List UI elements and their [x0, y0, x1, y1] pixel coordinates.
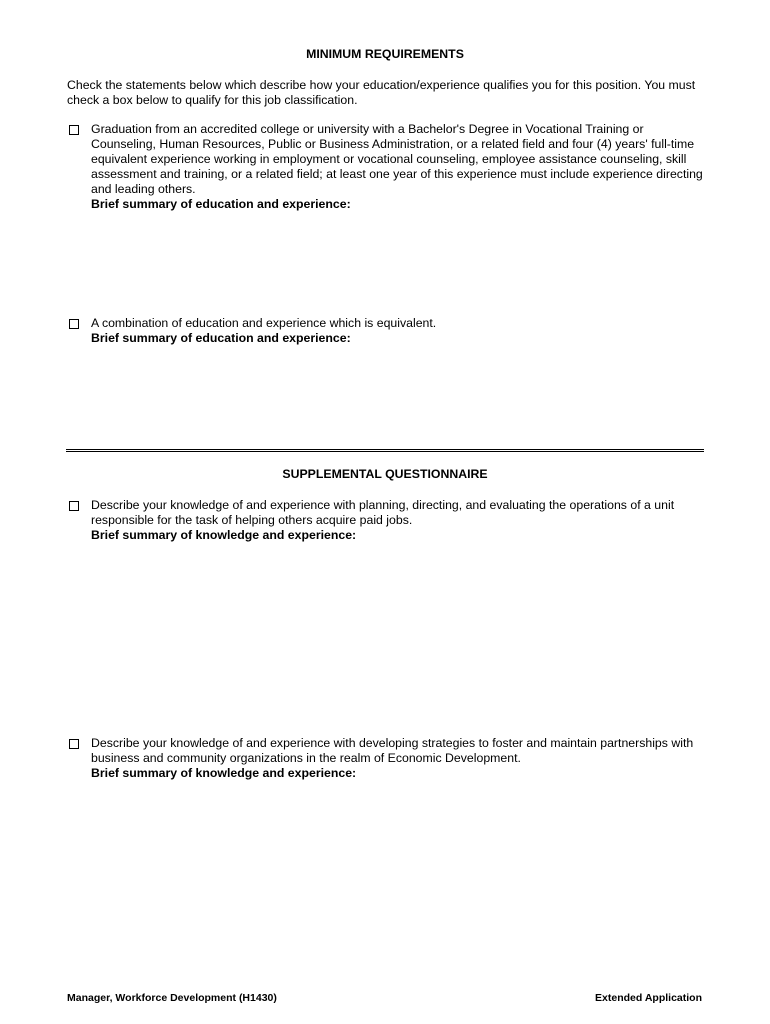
- requirement-option-degree: [67, 122, 707, 212]
- requirement-degree-checkbox[interactable]: [69, 125, 79, 135]
- minimum-requirements-heading: MINIMUM REQUIREMENTS: [306, 47, 464, 61]
- questionnaire-partnerships-checkbox[interactable]: [69, 739, 79, 749]
- requirement-degree-summary-field[interactable]: [90, 212, 704, 312]
- questionnaire-planning-summary-field[interactable]: [90, 544, 704, 730]
- questionnaire-item-planning: [67, 498, 707, 543]
- questionnaire-planning-summary-label: Brief summary of knowledge and experience:: [91, 528, 357, 542]
- requirement-equivalent-summary-field[interactable]: [90, 346, 704, 442]
- questionnaire-partnerships-summary-field[interactable]: [90, 782, 704, 978]
- questionnaire-planning-text: Describe your knowledge of and experience with planning, directing, and evaluating the operations of a unit responsible for the task of helping others acquire paid jobs.: [91, 498, 675, 527]
- questionnaire-item-partnerships: [67, 736, 707, 781]
- requirement-degree-text: Graduation from an accredited college or university with a Bachelor's Degree in Vocational Training or Counseling, Human Resources, Public or Business Administration, or a related field and four (4) years' full-time equivalent experience working in employment or vocational counseling, employee assistance counseling, skill assessment and training, or a related field; at least one year of this experience must include experience directing and leading others.: [91, 122, 703, 196]
- requirement-degree-summary-label: Brief summary of education and experience:: [91, 197, 351, 211]
- requirement-option-equivalent: [67, 316, 707, 346]
- questionnaire-planning-checkbox[interactable]: [69, 501, 79, 511]
- requirement-equivalent-checkbox[interactable]: [69, 319, 79, 329]
- footer-application-type: Extended Application: [595, 992, 702, 1004]
- supplemental-questionnaire-heading: SUPPLEMENTAL QUESTIONNAIRE: [282, 467, 488, 481]
- questionnaire-partnerships-text: Describe your knowledge of and experience with developing strategies to foster and maintain partnerships with business and community organizations in the realm of Economic Development.: [91, 736, 694, 765]
- footer-job-title: Manager, Workforce Development (H1430): [67, 992, 277, 1004]
- requirement-equivalent-text: A combination of education and experience which is equivalent.: [91, 316, 437, 330]
- requirement-equivalent-summary-label: Brief summary of education and experience:: [91, 331, 351, 345]
- questionnaire-partnerships-summary-label: Brief summary of knowledge and experience:: [91, 766, 357, 780]
- minimum-requirements-intro: Check the statements below which describe how your education/experience qualifies you for this position. You must check a box below to qualify for this job classification.: [67, 78, 696, 107]
